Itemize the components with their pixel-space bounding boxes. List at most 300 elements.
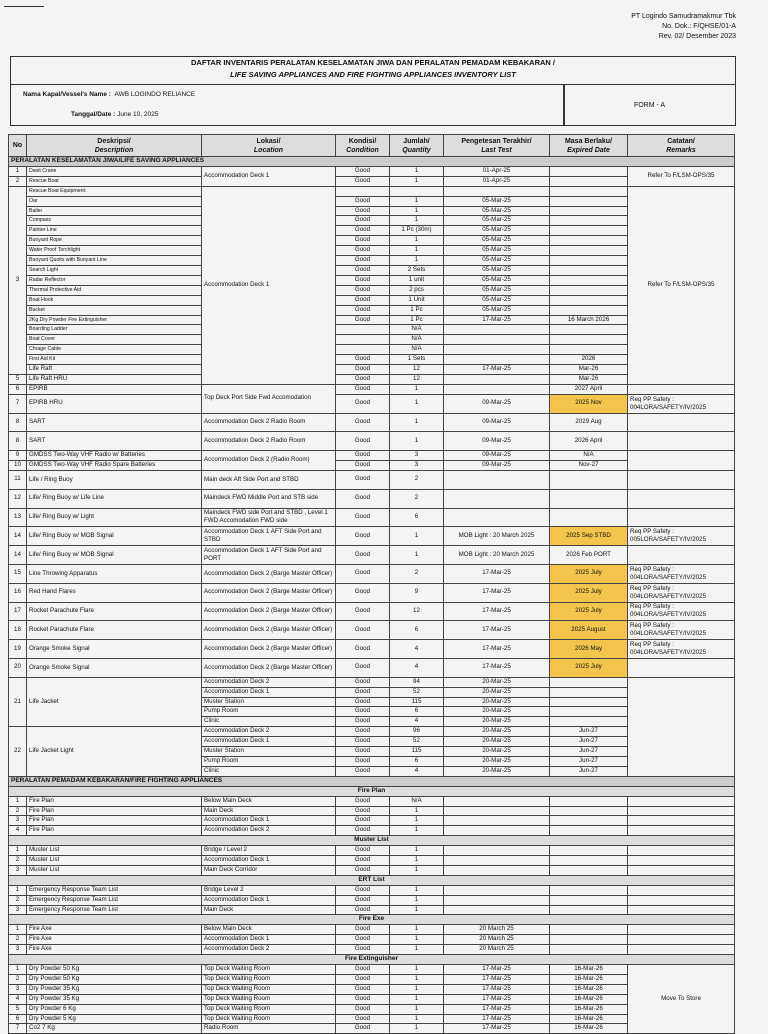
item-description: Muster List — [27, 846, 202, 856]
table-row — [9, 325, 735, 335]
subsection-title: ERT List — [9, 875, 735, 885]
table-row — [9, 846, 735, 856]
item-location: Accommodation Deck 2 — [202, 677, 336, 687]
item-location: Main Deck Corridor — [202, 865, 336, 875]
row-number: 3 — [9, 945, 27, 955]
item-description: Chrage Cable — [27, 345, 202, 355]
item-description: Fire Plan — [27, 806, 202, 816]
table-row — [9, 374, 735, 384]
row-number: 2 — [9, 974, 27, 984]
item-quantity: 1 — [390, 846, 444, 856]
item-expired-date — [550, 236, 628, 246]
item-description: Muster List — [27, 856, 202, 866]
item-description: Fire Axe — [27, 935, 202, 945]
item-expired-date — [550, 196, 628, 206]
item-condition: Good — [336, 432, 390, 451]
item-condition: Good — [336, 564, 390, 583]
vessel-info — [10, 84, 565, 126]
subsection-header-row — [9, 875, 735, 885]
item-remarks — [628, 796, 735, 806]
item-condition: Good — [336, 295, 390, 305]
item-location: Below Main Deck — [202, 796, 336, 806]
item-expired-date — [550, 305, 628, 315]
item-last-test — [444, 885, 550, 895]
item-condition: Good — [336, 365, 390, 375]
item-expired-date — [550, 166, 628, 176]
item-expired-date — [550, 470, 628, 489]
item-remarks — [628, 658, 735, 677]
item-remarks: Req PP Safety : 005LORA/SAFETY/IV/2025 — [628, 527, 735, 546]
item-remarks — [628, 384, 735, 394]
item-location: Main Deck — [202, 905, 336, 915]
item-description: Fire Plan — [27, 816, 202, 826]
vessel-label: Nama Kapal/Vessel's Name : — [23, 91, 111, 98]
col-remarks: Catatan/ Remarks — [628, 135, 735, 157]
item-quantity: 1 — [390, 885, 444, 895]
item-quantity: 52 — [390, 737, 444, 747]
item-last-test — [444, 489, 550, 508]
item-condition: Good — [336, 865, 390, 875]
table-row — [9, 256, 735, 266]
item-description: Rescue Boat Equipment: — [27, 186, 202, 196]
item-condition: Good — [336, 374, 390, 384]
item-condition: Good — [336, 1024, 390, 1034]
item-quantity: 1 — [390, 905, 444, 915]
table-row — [9, 176, 735, 186]
table-row — [9, 186, 735, 196]
item-remarks — [628, 945, 735, 955]
item-last-test — [444, 905, 550, 915]
item-description: Radar Reflector — [27, 275, 202, 285]
item-location: Accommodation Deck 2 Radio Room — [202, 432, 336, 451]
item-location: Top Deck Port Side Fwd Accomodation — [202, 384, 336, 413]
row-number: 13 — [9, 508, 27, 527]
item-condition: Good — [336, 984, 390, 994]
item-last-test: 17-Mar-25 — [444, 365, 550, 375]
item-last-test — [444, 508, 550, 527]
item-remarks — [628, 508, 735, 527]
item-condition: Good — [336, 994, 390, 1004]
item-description: Search Light — [27, 265, 202, 275]
row-number: 4 — [9, 826, 27, 836]
subsection-header-row — [9, 786, 735, 796]
item-description: Co2 7 Kg — [27, 1024, 202, 1034]
item-condition: Good — [336, 885, 390, 895]
item-last-test: 05-Mar-25 — [444, 236, 550, 246]
table-row — [9, 196, 735, 206]
item-quantity: 1 unit — [390, 275, 444, 285]
item-condition: Good — [336, 583, 390, 602]
table-row — [9, 806, 735, 816]
document-number: No. Dok.: F/QHSE/01-A — [662, 23, 736, 30]
item-expired-date: 16-Mar-26 — [550, 1014, 628, 1024]
item-location: Accommodation Deck 2 Radio Room — [202, 413, 336, 432]
item-description: Oar — [27, 196, 202, 206]
subsection-title: Fire Extinguisher — [9, 955, 735, 965]
row-number: 2 — [9, 806, 27, 816]
row-number: 18 — [9, 621, 27, 640]
title-english: LIFE SAVING APPLIANCES AND FIRE FIGHTING APPLIANCES INVENTORY LIST — [230, 70, 516, 79]
item-last-test — [444, 816, 550, 826]
row-number: 9 — [9, 451, 27, 461]
item-description: Dry Powder 50 Kg — [27, 965, 202, 975]
item-description: Dry Powder 35 Kg — [27, 984, 202, 994]
table-row — [9, 984, 735, 994]
item-description: Thermal Protective Aid — [27, 285, 202, 295]
col-description: Deskripsi/ Description — [27, 135, 202, 157]
table-row — [9, 856, 735, 866]
top-corner-line — [4, 6, 44, 7]
item-remarks — [628, 846, 735, 856]
item-last-test: 05-Mar-25 — [444, 216, 550, 226]
item-expired-date — [550, 345, 628, 355]
item-quantity: 94 — [390, 677, 444, 687]
table-row — [9, 295, 735, 305]
row-number: 1 — [9, 166, 27, 176]
item-condition: Good — [336, 766, 390, 776]
item-condition: Good — [336, 697, 390, 707]
item-condition: Good — [336, 256, 390, 266]
item-remarks — [628, 470, 735, 489]
date-label: Tanggal/Date : — [71, 111, 116, 118]
item-remarks — [628, 826, 735, 836]
item-description: Fire Axe — [27, 945, 202, 955]
table-row — [9, 384, 735, 394]
vessel-name: AWB LOGINDO RELIANCE — [114, 91, 196, 98]
item-description: Emergency Response Team List — [27, 895, 202, 905]
item-condition: Good — [336, 236, 390, 246]
item-expired-date: 2026 — [550, 355, 628, 365]
table-row — [9, 796, 735, 806]
item-description: Dry Powder 6 Kg — [27, 1004, 202, 1014]
item-last-test — [444, 865, 550, 875]
item-condition: Good — [336, 621, 390, 640]
table-row — [9, 925, 735, 935]
item-remarks — [628, 885, 735, 895]
item-expired-date — [550, 687, 628, 697]
item-quantity: 96 — [390, 727, 444, 737]
item-description: Life Raft HRU — [27, 374, 202, 384]
section-title: PERALATAN PEMADAM KEBAKARAN/FIRE FIGHTING APPLIANCES — [9, 776, 735, 786]
item-condition: Good — [336, 796, 390, 806]
item-last-test: 20-Mar-25 — [444, 717, 550, 727]
item-expired-date — [550, 176, 628, 186]
item-location: Clinic — [202, 766, 336, 776]
item-location: Top Deck Waiting Room — [202, 984, 336, 994]
item-location: Accommodation Deck 1 — [202, 737, 336, 747]
table-row — [9, 461, 735, 471]
item-expired-date — [550, 677, 628, 687]
row-number: 12 — [9, 489, 27, 508]
item-quantity: 1 — [390, 176, 444, 186]
table-row — [9, 335, 735, 345]
item-last-test: 17-Mar-25 — [444, 1014, 550, 1024]
item-last-test: 20-Mar-25 — [444, 687, 550, 697]
row-number: 15 — [9, 564, 27, 583]
item-description: GMDSS Two-Way VHF Radio Spare Batteries — [27, 461, 202, 471]
row-number: 1 — [9, 846, 27, 856]
item-last-test — [444, 806, 550, 816]
item-last-test — [444, 335, 550, 345]
item-condition: Good — [336, 315, 390, 325]
item-expired-date — [550, 806, 628, 816]
item-last-test — [444, 470, 550, 489]
table-row — [9, 885, 735, 895]
item-condition: Good — [336, 166, 390, 176]
item-quantity: 1 — [390, 806, 444, 816]
item-condition: Good — [336, 640, 390, 659]
item-remarks: Move To Store — [628, 965, 735, 1034]
item-remarks — [628, 806, 735, 816]
item-quantity: 1 — [390, 394, 444, 413]
item-location: Below Main Deck — [202, 925, 336, 935]
table-row — [9, 265, 735, 275]
item-quantity: 1 — [390, 826, 444, 836]
item-expired-date: Nov-27 — [550, 461, 628, 471]
item-condition: Good — [336, 846, 390, 856]
item-condition: Good — [336, 527, 390, 546]
item-last-test: 09-Mar-25 — [444, 451, 550, 461]
item-quantity: 1 — [390, 984, 444, 994]
item-last-test: 17-Mar-25 — [444, 602, 550, 621]
item-remarks — [628, 413, 735, 432]
item-condition: Good — [336, 413, 390, 432]
item-quantity: 4 — [390, 640, 444, 659]
item-last-test: 20-Mar-25 — [444, 697, 550, 707]
table-row — [9, 413, 735, 432]
item-description: SART — [27, 432, 202, 451]
row-number: 3 — [9, 905, 27, 915]
table-row — [9, 621, 735, 640]
item-description: Emergency Response Team List — [27, 905, 202, 915]
item-quantity: 12 — [390, 374, 444, 384]
item-remarks — [628, 489, 735, 508]
item-last-test: 05-Mar-25 — [444, 246, 550, 256]
item-expired-date: 16-Mar-26 — [550, 984, 628, 994]
subsection-header-row — [9, 836, 735, 846]
item-location: Top Deck Waiting Room — [202, 994, 336, 1004]
item-description: Life / Ring Buoy — [27, 470, 202, 489]
item-remarks: Req PP Safety : 004LORA/SAFETY/IV/2025 — [628, 564, 735, 583]
inventory-table — [8, 134, 735, 1034]
item-expired-date — [550, 489, 628, 508]
row-number: 20 — [9, 658, 27, 677]
row-number: 14 — [9, 546, 27, 565]
item-last-test — [444, 325, 550, 335]
table-row — [9, 489, 735, 508]
table-row — [9, 945, 735, 955]
item-location: Top Deck Waiting Room — [202, 1004, 336, 1014]
item-location: Accommodation Deck 2 (Barge Master Officer) — [202, 602, 336, 621]
table-row — [9, 865, 735, 875]
table-row — [9, 432, 735, 451]
item-quantity: 2 Sets — [390, 265, 444, 275]
item-description: Dry Powder 35 Kg — [27, 994, 202, 1004]
item-description: Rocket Parachute Flare — [27, 602, 202, 621]
item-expired-date: 2026 Feb PORT — [550, 546, 628, 565]
item-location: Main Deck — [202, 806, 336, 816]
item-remarks: Req PP Safety : 004LORA/SAFETY/IV/2025 — [628, 640, 735, 659]
subsection-title: Fire Exe — [9, 915, 735, 925]
item-description: Rocket Parachute Flare — [27, 621, 202, 640]
table-row — [9, 166, 735, 176]
item-description: Life/ Ring Buoy w/ MOB Signal — [27, 546, 202, 565]
item-description: Dry Powder 5 Kg — [27, 1014, 202, 1024]
item-condition: Good — [336, 226, 390, 236]
item-quantity: 4 — [390, 766, 444, 776]
item-expired-date — [550, 697, 628, 707]
item-condition: Good — [336, 176, 390, 186]
item-condition: Good — [336, 826, 390, 836]
item-expired-date — [550, 275, 628, 285]
item-condition — [336, 186, 390, 196]
item-expired-date: 16-Mar-26 — [550, 994, 628, 1004]
item-quantity: N/A — [390, 345, 444, 355]
item-description: EPIRB HRU — [27, 394, 202, 413]
item-condition: Good — [336, 196, 390, 206]
item-location: Pump Room — [202, 707, 336, 717]
item-condition: Good — [336, 461, 390, 471]
table-row — [9, 470, 735, 489]
item-last-test: 20-Mar-25 — [444, 747, 550, 757]
row-number: 1 — [9, 965, 27, 975]
item-expired-date: 2025 July — [550, 583, 628, 602]
item-description: Life Jacket Light — [27, 727, 202, 777]
item-location: Accommodation Deck 1 — [202, 935, 336, 945]
item-condition: Good — [336, 717, 390, 727]
item-last-test — [444, 846, 550, 856]
item-description: Orange Smoke Signal — [27, 658, 202, 677]
row-number: 5 — [9, 1004, 27, 1014]
item-last-test: 20-Mar-25 — [444, 707, 550, 717]
table-row — [9, 365, 735, 375]
subsection-title: Muster List — [9, 836, 735, 846]
item-expired-date — [550, 246, 628, 256]
row-number: 1 — [9, 885, 27, 895]
item-condition: Good — [336, 546, 390, 565]
row-number: 3 — [9, 816, 27, 826]
table-row — [9, 1014, 735, 1024]
title-indonesian: DAFTAR INVENTARIS PERALATAN KESELAMATAN JIWA DAN PERALATAN PEMADAM KEBAKARAN / — [190, 58, 556, 67]
item-condition: Good — [336, 856, 390, 866]
item-description: EPIRB — [27, 384, 202, 394]
item-expired-date: 2026 April — [550, 432, 628, 451]
item-condition: Good — [336, 275, 390, 285]
item-expired-date — [550, 216, 628, 226]
item-expired-date: N/A — [550, 451, 628, 461]
item-location: Muster Station — [202, 747, 336, 757]
row-number: 1 — [9, 925, 27, 935]
table-row — [9, 508, 735, 527]
item-expired-date: 2027 April — [550, 384, 628, 394]
item-location: Accommodation Deck 1 — [202, 895, 336, 905]
item-location: Accommodation Deck 2 (Barge Master Officer) — [202, 564, 336, 583]
item-condition: Good — [336, 965, 390, 975]
item-description: Fire Axe — [27, 925, 202, 935]
item-expired-date — [550, 335, 628, 345]
item-expired-date: 16-Mar-26 — [550, 965, 628, 975]
row-number: 21 — [9, 677, 27, 727]
item-location: Main deck Aft Side Port and STBD — [202, 470, 336, 489]
item-remarks: Req PP Safety : 004LORA/SAFETY/IV/2025 — [628, 621, 735, 640]
row-number: 17 — [9, 602, 27, 621]
item-expired-date — [550, 325, 628, 335]
item-description: Life Raft — [27, 365, 202, 375]
table-row — [9, 583, 735, 602]
row-number: 7 — [9, 394, 27, 413]
table-row — [9, 727, 735, 737]
section-title: PERALATAN KESELAMATAN JIWA/LIFE SAVING APPLIANCES — [9, 157, 735, 167]
item-condition: Good — [336, 602, 390, 621]
table-row — [9, 206, 735, 216]
item-location: Clinic — [202, 717, 336, 727]
table-row — [9, 216, 735, 226]
item-quantity: N/A — [390, 796, 444, 806]
item-expired-date: 16-Mar-26 — [550, 974, 628, 984]
item-expired-date: 2025 Nov — [550, 394, 628, 413]
item-quantity: 6 — [390, 756, 444, 766]
item-location: Accommodation Deck 2 (Barge Master Officer) — [202, 583, 336, 602]
row-number: 3 — [9, 865, 27, 875]
item-condition: Good — [336, 945, 390, 955]
item-quantity: 1 Pc — [390, 315, 444, 325]
item-remarks — [628, 546, 735, 565]
item-quantity: 12 — [390, 365, 444, 375]
item-last-test: 01-Apr-25 — [444, 166, 550, 176]
item-condition: Good — [336, 470, 390, 489]
item-description: Emergency Response Team List — [27, 885, 202, 895]
subsection-header-row — [9, 915, 735, 925]
item-description: Muster List — [27, 865, 202, 875]
row-number: 19 — [9, 640, 27, 659]
table-row — [9, 275, 735, 285]
item-quantity: 1 — [390, 432, 444, 451]
item-remarks: Refer To F/LSM-OPS/35 — [628, 166, 735, 186]
item-condition: Good — [336, 508, 390, 527]
item-expired-date: 2026 May — [550, 640, 628, 659]
item-quantity: 6 — [390, 508, 444, 527]
item-expired-date — [550, 295, 628, 305]
item-condition: Good — [336, 727, 390, 737]
table-row — [9, 345, 735, 355]
table-row — [9, 602, 735, 621]
item-condition: Good — [336, 355, 390, 365]
item-expired-date: 2025 July — [550, 658, 628, 677]
table-row — [9, 236, 735, 246]
item-remarks — [628, 895, 735, 905]
item-expired-date — [550, 935, 628, 945]
item-condition: Good — [336, 285, 390, 295]
item-condition: Good — [336, 305, 390, 315]
table-row — [9, 935, 735, 945]
item-quantity: 1 — [390, 895, 444, 905]
table-row — [9, 285, 735, 295]
item-last-test: 05-Mar-25 — [444, 275, 550, 285]
item-last-test: 20 March 25 — [444, 935, 550, 945]
item-last-test: 20-Mar-25 — [444, 766, 550, 776]
row-number: 1 — [9, 796, 27, 806]
item-quantity: 1 — [390, 527, 444, 546]
item-last-test: 05-Mar-25 — [444, 305, 550, 315]
item-expired-date: Mar-26 — [550, 374, 628, 384]
item-condition: Good — [336, 384, 390, 394]
item-quantity: 1 — [390, 965, 444, 975]
item-location: Top Deck Waiting Room — [202, 965, 336, 975]
item-last-test: 05-Mar-25 — [444, 226, 550, 236]
item-expired-date — [550, 865, 628, 875]
col-last-test: Pengetesan Terakhir/ Last Test — [444, 135, 550, 157]
table-row — [9, 527, 735, 546]
